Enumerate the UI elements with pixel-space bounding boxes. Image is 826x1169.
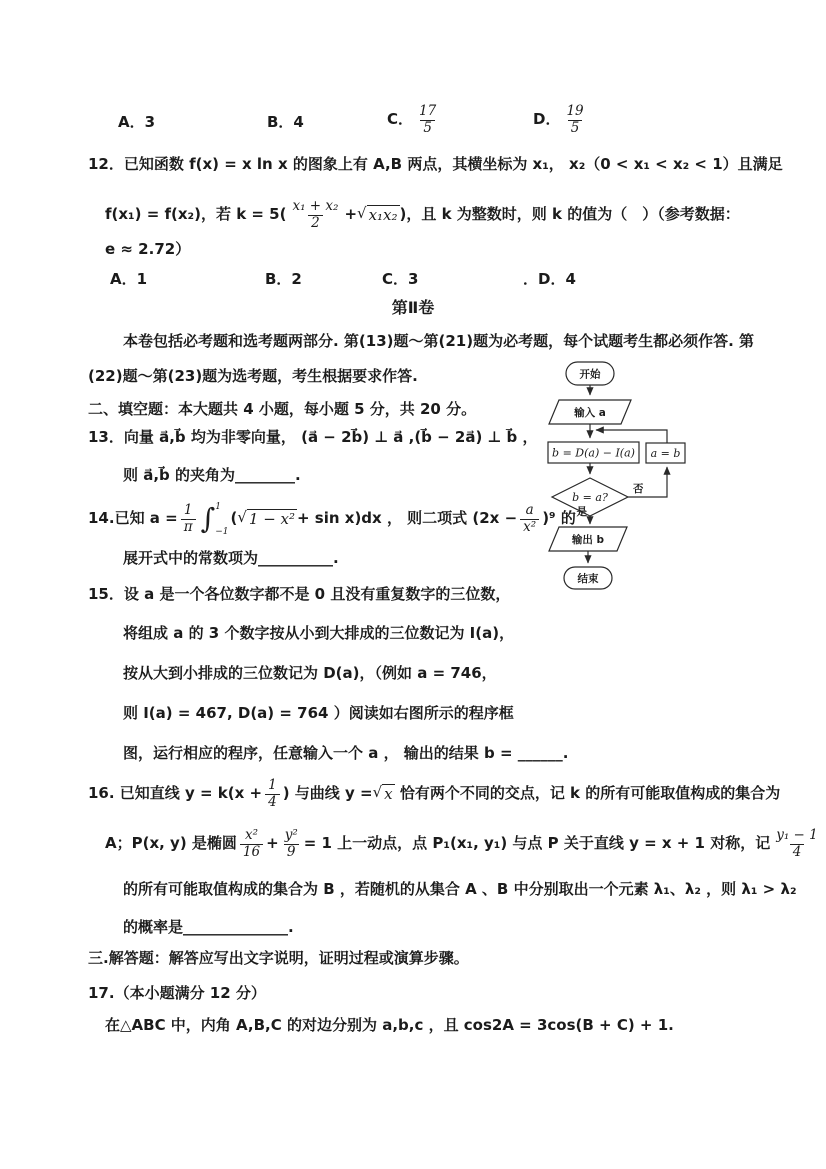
radical-icon: √ bbox=[237, 507, 247, 526]
sqrt-expression: √ x bbox=[372, 782, 393, 803]
q16-mid1: ) 与曲线 y = bbox=[282, 784, 373, 803]
q15-line3: 按从大到小排成的三位数记为 D(a)，（例如 a = 746， bbox=[123, 664, 497, 682]
fraction: $\frac{a}{\text{x²}}$ bbox=[520, 503, 539, 535]
q16-post1: 恰有两个不同的交点，记 k 的所有可能取值构成的集合为 bbox=[394, 784, 781, 803]
fraction: $\frac{\text{x₁ + x₂}}{2}$ bbox=[292, 197, 339, 231]
section2-title: 第Ⅱ卷 bbox=[391, 298, 435, 317]
q11-option-c bbox=[387, 98, 442, 142]
section3-header: 三.解答题：解答应写出文字说明，证明过程或演算步骤。 bbox=[88, 949, 469, 967]
q14-mid2: + sin x)dx ， 则二项式 (2x − bbox=[297, 509, 518, 528]
q14-line2: 展开式中的常数项为__________. bbox=[123, 549, 339, 567]
q16-line3: 的所有可能取值构成的集合为 B ，若随机的从集合 A 、B 中分别取出一个元素 λ₁、λ₂ ，则 λ₁ > λ₂ bbox=[123, 880, 797, 898]
sqrt-expression: √ 1 − x² bbox=[237, 507, 296, 528]
q11-option-d-label: D． bbox=[533, 110, 561, 129]
q12-line2-pre: f(x₁) = f(x₂)，若 k = 5( bbox=[105, 205, 287, 224]
fraction: $\frac{\text{y₁ − 1}}{4}$ bbox=[776, 826, 818, 860]
fraction: $\frac{17}{5}$ bbox=[419, 102, 437, 136]
notice-line2: (22)题～第(23)题为选考题，考生根据要求作答. bbox=[88, 367, 418, 385]
q12-line2-post: )，且 k 为整数时，则 k 的值为（ ）（参考数据： bbox=[399, 205, 740, 224]
flowchart-loopback-edge bbox=[596, 430, 667, 443]
q12-line2 bbox=[105, 191, 740, 239]
radical-icon: √ bbox=[357, 203, 367, 222]
fraction: $\frac{\text{y²}}{9}$ bbox=[284, 826, 298, 860]
flowchart-output-label: 输出 b bbox=[571, 534, 605, 546]
q14-mid1: ( bbox=[230, 509, 238, 528]
integral-expression bbox=[201, 501, 229, 537]
q11-option-c-label: C． bbox=[387, 110, 414, 129]
q16-line4: 的概率是______________. bbox=[123, 918, 294, 936]
fraction: $\frac{1}{\pi}$ bbox=[181, 503, 196, 535]
integral-icon: ∫ bbox=[200, 502, 216, 535]
q11-option-d bbox=[533, 98, 590, 142]
q16-line2-mid: = 1 上一动点，点 P₁(x₁, y₁) 与点 P 关于直线 y = x + 1 对称，记 bbox=[303, 834, 771, 853]
q11-option-a: A．3 bbox=[118, 113, 156, 131]
plus-sign: + bbox=[266, 834, 279, 853]
q13-line1: 13．向量 a⃗,b⃗ 均为非零向量， (a⃗ − 2b⃗) ⊥ a⃗ ,(b⃗ − 2a⃗) ⊥ b⃗ ， bbox=[88, 428, 538, 446]
q15-line5: 图，运行相应的程序，任意输入一个 a ， 输出的结果 b = ______. bbox=[123, 744, 569, 762]
q12-option-c: C．3 bbox=[382, 270, 419, 288]
q12-option-d: ．D．4 bbox=[523, 270, 576, 288]
q16-line2-pre: A；P(x, y) 是椭圆 bbox=[105, 834, 237, 853]
sqrt-expression: √ x₁x₂ bbox=[357, 203, 398, 224]
notice-line1: 本卷包括必考题和选考题两部分. 第(13)题～第(21)题为必考题，每个试题考生都必须作答. 第 bbox=[123, 332, 755, 350]
integral-upper-limit: 1 bbox=[215, 502, 221, 512]
fraction: $\frac{1}{4}$ bbox=[265, 778, 280, 810]
q12-option-b: B．2 bbox=[265, 270, 302, 288]
flowchart-decision-label: b = a? bbox=[572, 491, 608, 504]
flowchart-no-label: 否 bbox=[633, 483, 644, 495]
q14-pre: 14.已知 a = bbox=[88, 509, 178, 528]
q15-line1: 15．设 a 是一个各位数字都不是 0 且没有重复数字的三位数， bbox=[88, 585, 511, 603]
q12-line1: 12．已知函数 f(x) = x ln x 的图象上有 A,B 两点，其横坐标为 x₁， x₂（0 < x₁ < x₂ < 1）且满足 bbox=[88, 155, 783, 173]
fraction: $\frac{19}{5}$ bbox=[566, 102, 584, 136]
q11-option-b: B．4 bbox=[267, 113, 304, 131]
flowchart-process-label: b = D(a) − I(a) bbox=[552, 446, 635, 460]
flowchart-assign-label: a = b bbox=[650, 447, 681, 460]
flowchart bbox=[533, 358, 703, 598]
q16-line2 bbox=[105, 820, 824, 868]
flowchart-end-label: 结束 bbox=[577, 573, 599, 585]
flowchart-start-label: 开始 bbox=[579, 368, 601, 381]
q15-line4: 则 I(a) = 467, D(a) = 764 ）阅读如右图所示的程序框 bbox=[123, 704, 514, 722]
fill-section-header: 二、填空题：本大题共 4 小题，每小题 5 分，共 20 分。 bbox=[88, 400, 477, 418]
q16-line1 bbox=[88, 773, 780, 815]
q14-line1 bbox=[88, 496, 576, 542]
q15-line2: 将组成 a 的 3 个数字按从小到大排成的三位数记为 I(a)， bbox=[123, 624, 515, 642]
q12-line3: e ≈ 2.72） bbox=[105, 240, 191, 258]
flowchart-input-label: 输入 a bbox=[574, 407, 606, 419]
q13-line2: 则 a⃗,b⃗ 的夹角为________. bbox=[123, 466, 301, 484]
q12-option-a: A．1 bbox=[110, 270, 148, 288]
integral-lower-limit: −1 bbox=[215, 527, 229, 537]
fraction: $\frac{\text{x²}}{16}$ bbox=[240, 828, 263, 860]
flowchart-yes-label: 是 bbox=[576, 506, 587, 518]
plus-sign: + bbox=[344, 205, 358, 224]
q14-post: )⁹ 的 bbox=[542, 509, 576, 528]
q17-line2: 在△ABC 中，内角 A,B,C 的对边分别为 a,b,c ，且 cos2A = 3cos(B + C) + 1. bbox=[105, 1016, 674, 1034]
q16-pre: 16. 已知直线 y = k(x + bbox=[88, 784, 263, 803]
radical-icon: √ bbox=[372, 782, 383, 801]
q17-line1: 17.（本小题满分 12 分） bbox=[88, 984, 266, 1002]
